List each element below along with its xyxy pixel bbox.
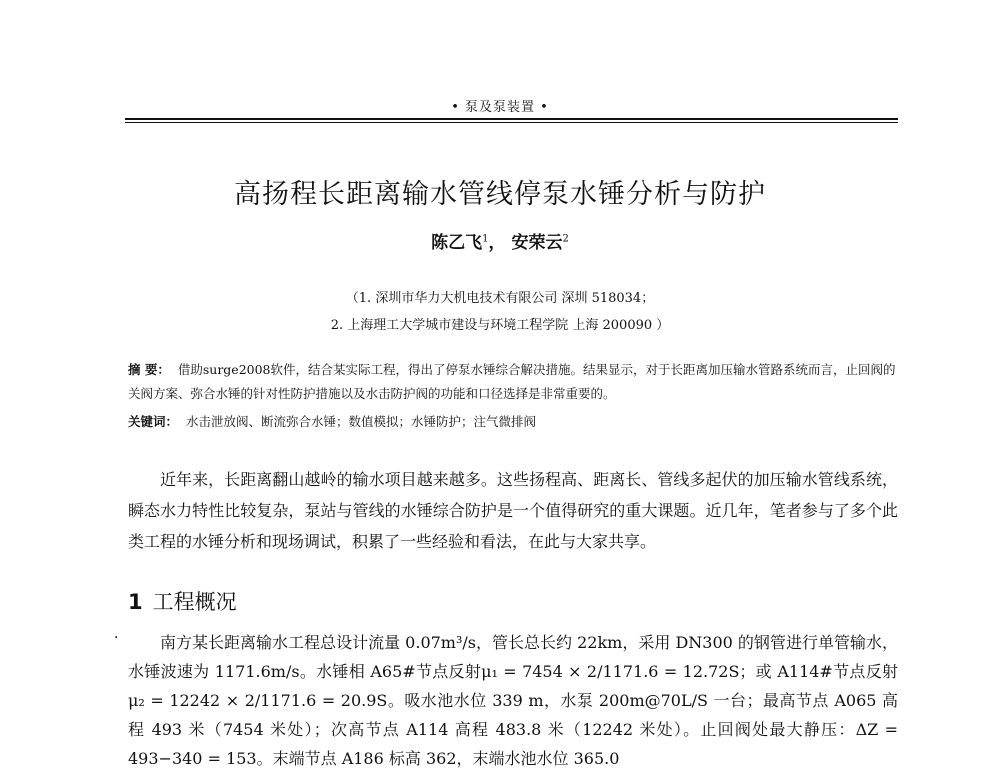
abstract-text: 借助surge2008软件，结合某实际工程，得出了停泵水锤综合解决措施。结果显示，对于长距离加压输水管路系统而言，止回阀的关阀方案、弥合水锤的针对性防护措施以及水击防护阀的功能和口径选择是非常重要的。 — [128, 362, 896, 401]
author-line — [0, 228, 1000, 253]
author-name: 陈乙飞 — [431, 233, 483, 253]
running-head: • 泵及泵装置 • — [451, 100, 549, 115]
keywords-label: 关键词： — [128, 414, 179, 429]
keywords — [128, 410, 898, 434]
keywords-text: 水击泄放阀、断流弥合水锤；数值模拟；水锤防护；注气微排阀 — [186, 414, 537, 429]
margin-mark: · — [114, 630, 119, 646]
author-affiliation-mark: 2 — [562, 233, 569, 245]
affiliation-2: 2. 上海理工大学城市建设与环境工程学院 上海 200090 ） — [330, 318, 670, 333]
section-number: 1 — [128, 590, 143, 614]
paper-title: 高扬程长距离输水管线停泵水锤分析与防护 — [234, 179, 766, 210]
affiliation-1: （1. 深圳市华力大机电技术有限公司 深圳 518034； — [345, 291, 655, 306]
section-paragraph: 南方某长距离输水工程总设计流量 0.07m³/s，管长总长约 22km，采用 DN300 的钢管进行单管输水，水锤波速为 1171.6m/s。水锤相 A65#节点反射μ₁ = 7454 × 2/1171.6 = 12.72S；或 A114#节点反射μ₂ = 12242 × 2/1171.6 = 20.9S。吸水池水位 339 m，水泵 200m@70L/S 一台；最高节点 A065 高程 493 米（7454 米处）；次高节点 A114 高程 483.8 米（12242 米处）。止回阀处最大静压：ΔZ = 493−340 = 153。末端节点 A186 标高 362，末端水池水位 365.0 — [128, 633, 898, 768]
section-heading — [128, 586, 237, 616]
section-title: 工程概况 — [152, 590, 237, 614]
abstract-label: 摘 要： — [128, 362, 170, 377]
author-affiliation-mark: 1 — [482, 233, 489, 245]
author-name: 安荣云 — [511, 233, 563, 253]
abstract — [128, 358, 898, 406]
author-separator: ， — [488, 233, 506, 253]
header-rule — [125, 118, 898, 123]
intro-paragraph: 近年来，长距离翻山越岭的输水项目越来越多。这些扬程高、距离长、管线多起伏的加压输水管线系统，瞬态水力特性比较复杂，泵站与管线的水锤综合防护是一个值得研究的重大课题。近几年，笔者参与了多个此类工程的水锤分析和现场调试，积累了一些经验和看法，在此与大家共享。 — [128, 470, 898, 551]
